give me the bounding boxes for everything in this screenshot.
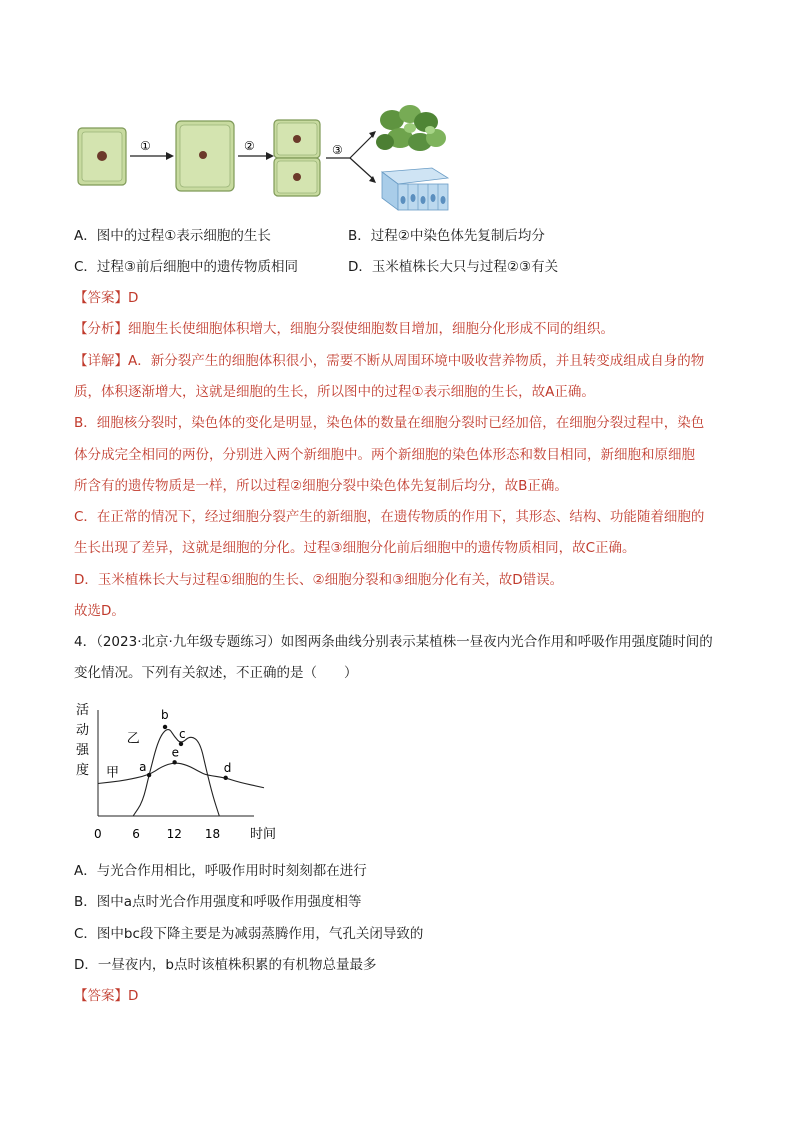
tissue-blue-cells <box>382 168 448 210</box>
series-name-label: 乙 <box>126 731 140 747</box>
x-axis-label: 时间 <box>250 827 277 842</box>
q4-option-b: B．图中a点时光合作用强度和呼吸作用强度相等 <box>74 894 362 910</box>
q3-detail-line: 体分成完全相同的两份，分别进入两个新细胞中。两个新细胞的染色体形态和数目相同，新细胞和原细胞 <box>74 447 695 463</box>
q3-option-d: D．玉米植株长大只与过程②③有关 <box>348 259 559 275</box>
q3-analysis: 【分析】细胞生长使细胞体积增大，细胞分裂使细胞数目增加，细胞分化形成不同的组织。 <box>74 321 614 337</box>
q4-option-c: C．图中bc段下降主要是为减弱蒸腾作用，气孔关闭导致的 <box>74 926 424 942</box>
cell-process-figure <box>70 98 450 220</box>
series-name-label: 甲 <box>106 765 120 781</box>
q3-detail-line: 生长出现了差异，这就是细胞的分化。过程③细胞分化前后细胞中的遗传物质相同，故C正确。 <box>74 540 636 556</box>
point-label-c: c <box>179 726 186 741</box>
q3-conclusion: 故选D。 <box>74 603 125 619</box>
point-c <box>179 742 183 746</box>
x-tick-label: 6 <box>132 827 140 841</box>
point-e <box>172 760 176 764</box>
q4-answer: 【答案】D <box>74 988 139 1004</box>
point-b <box>163 725 167 729</box>
point-label-d: d <box>223 760 232 775</box>
q3-detail-line: 【详解】A．新分裂产生的细胞体积很小，需要不断从周围环境中吸收营养物质，并且转变成组成自身的物 <box>74 353 705 369</box>
y-axis-label: 活动强度 <box>76 703 90 778</box>
q3-option-b: B．过程②中染色体先复制后均分 <box>348 228 545 244</box>
step-label-3: ③ <box>332 143 343 157</box>
cell-grown <box>176 121 234 191</box>
point-label-a: a <box>139 760 147 775</box>
point-label-e: e <box>171 745 180 760</box>
step-label-1: ① <box>140 139 151 153</box>
q3-option-a: A．图中的过程①表示细胞的生长 <box>74 228 271 244</box>
q3-detail-line: 所含有的遗传物质是一样，所以过程②细胞分裂中染色体先复制后均分，故B正确。 <box>74 478 568 494</box>
q4-stem-line: 4．（2023·北京·九年级专题练习）如图两条曲线分别表示某植株一昼夜内光合作用和呼吸作用强度随时间的 <box>74 634 713 650</box>
q3-detail-line: C．在正常的情况下，经过细胞分裂产生的新细胞，在遗传物质的作用下，其形态、结构、功能随着细胞的 <box>74 509 705 525</box>
q4-option-a: A．与光合作用相比，呼吸作用时时刻刻都在进行 <box>74 863 367 879</box>
point-label-b: b <box>161 707 169 722</box>
cell-divided <box>274 120 320 196</box>
step-label-2: ② <box>244 139 255 153</box>
q3-detail-line: B．细胞核分裂时，染色体的变化是明显，染色体的数量在细胞分裂时已经加倍，在细胞分裂过程中，染色 <box>74 415 705 431</box>
series-line-jia <box>98 760 264 788</box>
tissue-green-cells <box>376 105 446 151</box>
activity-intensity-chart <box>70 698 290 848</box>
x-tick-label: 0 <box>94 827 102 841</box>
point-a <box>147 773 151 777</box>
q3-answer: 【答案】D <box>74 290 139 306</box>
q4-stem-line: 变化情况。下列有关叙述，不正确的是（ ） <box>74 665 358 681</box>
cell-original <box>78 128 126 185</box>
q4-option-d: D．一昼夜内，b点时该植株积累的有机物总量最多 <box>74 957 377 973</box>
q3-detail-line: D．玉米植株长大与过程①细胞的生长、②细胞分裂和③细胞分化有关，故D错误。 <box>74 572 564 588</box>
x-tick-label: 12 <box>166 827 182 841</box>
q3-option-c: C．过程③前后细胞中的遗传物质相同 <box>74 259 299 275</box>
x-tick-label: 18 <box>204 827 221 841</box>
q3-detail-line: 质，体积逐渐增大，这就是细胞的生长，所以图中的过程①表示细胞的生长，故A正确。 <box>74 384 595 400</box>
point-d <box>223 776 227 780</box>
